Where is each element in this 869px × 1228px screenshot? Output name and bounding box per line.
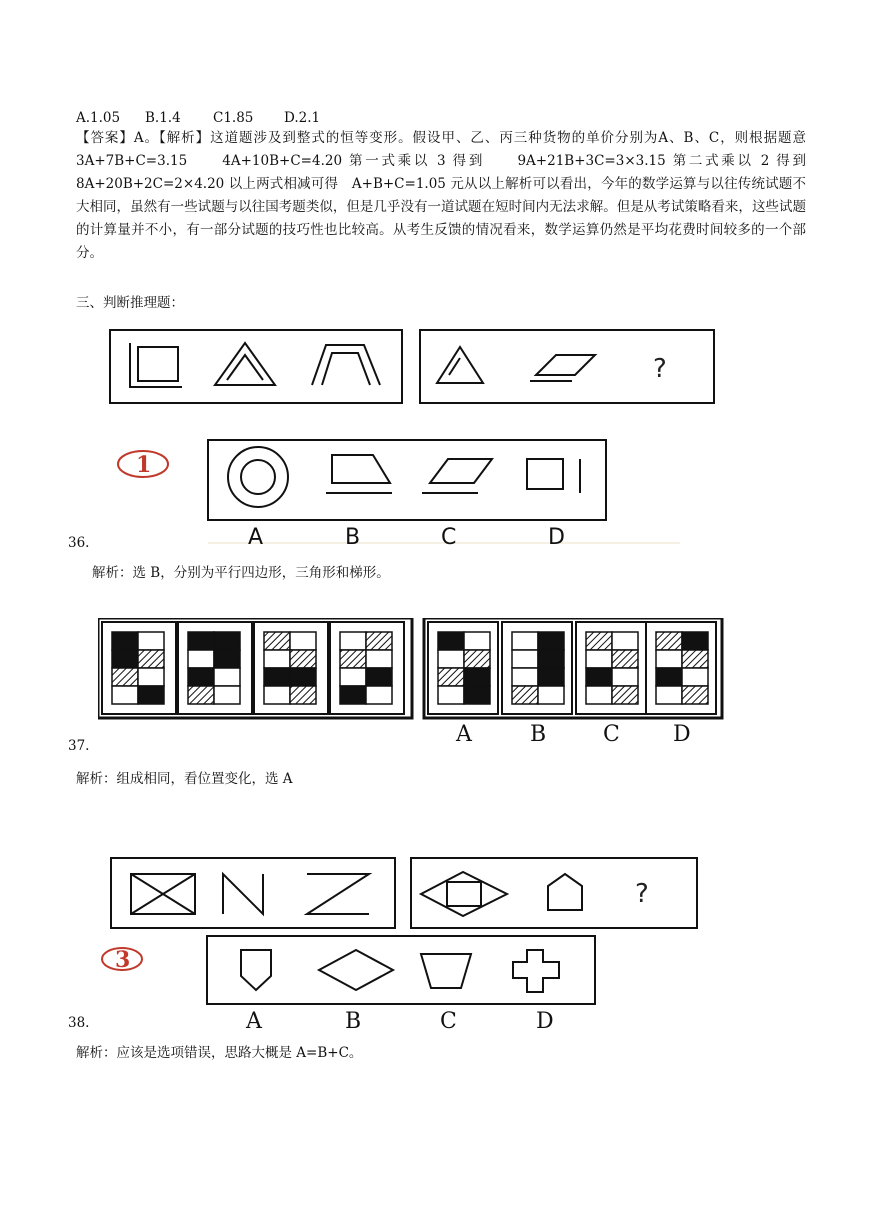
q37-grid-cell	[366, 686, 392, 704]
q37-grid-cell	[464, 632, 490, 650]
q37-grid-cell	[656, 668, 682, 686]
q37-grid-cell	[538, 650, 564, 668]
q37-grids	[98, 618, 722, 718]
q37-grid-cell	[512, 632, 538, 650]
q37-grid-cell	[138, 668, 164, 686]
q38-option-c-shape	[421, 954, 471, 988]
q38-stem-box-left	[111, 858, 395, 928]
q37-grid-cell	[538, 632, 564, 650]
q37-grid-cell	[612, 686, 638, 704]
q37-grid-cell	[586, 668, 612, 686]
q36-stem-box-right	[420, 330, 714, 403]
q37-grid-cell	[586, 650, 612, 668]
q37-grid-cell	[612, 650, 638, 668]
q37-grid-cell	[214, 632, 240, 650]
q37-grid-cell	[464, 668, 490, 686]
q38-option-a-shape	[241, 950, 271, 990]
q37-grid-cell	[112, 668, 138, 686]
q37-grid-cell	[512, 686, 538, 704]
q36-stem-square	[138, 347, 178, 381]
q37-grid-cell	[290, 686, 316, 704]
q37-grid-cell	[464, 650, 490, 668]
q37-option-label-a: A	[456, 722, 472, 747]
q37-grid-cell	[188, 668, 214, 686]
q37-analysis: 解析：组成相同，看位置变化，选 A	[76, 771, 293, 787]
q37-grid-cell	[682, 650, 708, 668]
q36-option-a-shape	[228, 447, 288, 507]
q37-grid-cell	[656, 632, 682, 650]
q36-question-mark: ?	[653, 354, 667, 384]
q37-grid-cell	[656, 686, 682, 704]
q37-grid-cell	[438, 650, 464, 668]
q37-grid-cell	[112, 650, 138, 668]
q37-grid-cell	[340, 686, 366, 704]
q37-grid-cell	[366, 650, 392, 668]
q36-option-label-d: D	[548, 525, 565, 550]
q37-grid-cell	[188, 650, 214, 668]
q37-grid-cell	[612, 668, 638, 686]
q37-grid-cell	[188, 632, 214, 650]
q36-analysis: 解析：选 B，分别为平行四边形，三角形和梯形。	[92, 565, 390, 581]
q38-stem-z-shape	[307, 874, 369, 914]
q36-option-d-shape	[527, 459, 563, 489]
q36-number: 36.	[68, 535, 90, 551]
q37-grid-cell	[512, 668, 538, 686]
q36-options-box	[208, 440, 606, 520]
options-b: B.1.4	[145, 110, 181, 126]
q37-grid-cell	[290, 668, 316, 686]
q37-grid-cell	[612, 632, 638, 650]
q36-option-label-a: A	[248, 525, 264, 550]
q37-option-label-b: B	[530, 722, 547, 747]
q37-grid-cell	[438, 686, 464, 704]
q37-grid-cell	[264, 668, 290, 686]
q36-circle-number: 1	[136, 452, 152, 478]
q38-options-box	[207, 936, 595, 1004]
q37-grid-cell	[264, 650, 290, 668]
q37-grid-cell	[214, 668, 240, 686]
q37-figure	[98, 618, 728, 750]
q37-grid-cell	[586, 686, 612, 704]
q36-option-label-b: B	[345, 525, 361, 550]
q37-grid-cell	[112, 686, 138, 704]
q36-stem-box-left	[110, 330, 402, 403]
q36-stem-trapezoid	[312, 345, 380, 385]
q37-grid-cell	[340, 668, 366, 686]
q36-figure	[90, 325, 730, 550]
q37-grid-cell	[438, 668, 464, 686]
q38-question-mark: ?	[635, 879, 649, 909]
q37-grid-cell	[138, 632, 164, 650]
q37-number: 37.	[68, 738, 90, 754]
q37-grid-cell	[682, 686, 708, 704]
q37-grid-cell	[586, 632, 612, 650]
q38-stem-pentagon	[548, 874, 582, 910]
q36-option-b-shape	[332, 455, 390, 483]
q37-grid-cell	[682, 668, 708, 686]
q37-grid-cell	[512, 650, 538, 668]
q38-option-label-b: B	[345, 1009, 362, 1032]
options-d: D.2.1	[284, 110, 321, 126]
q37-grid-cell	[656, 650, 682, 668]
q37-grid-cell	[438, 632, 464, 650]
section-title: 三、判断推理题：	[76, 295, 184, 311]
q38-stem-box-right	[411, 858, 697, 928]
answer-paragraph: 【答案】A。【解析】这道题涉及到整式的恒等变形。假设甲、乙、丙三种货物的单价分别为A、B、C，则根据题意 3A+7B+C=3.15 4A+10B+C=4.20 第一式乘以 3 得到 9A+21B+3C=3×3.15 第二式乘以 2 得到 8A+20B+2C=2×4.20 以上两式相减可得 A+B+C=1.05 元从以上解析可以看出，今年的数学运算与以往传统试题不大相同，虽然有一些试题与以往国考题类似，但是几乎没有一道试题在短时间内无法求解。但是从考试策略看来，这些试题的计算量并不小，有一部分试题的技巧性也比较高。从考生反馈的情况看来，数学运算仍然是平均花费时间较多的一个部分。	[76, 130, 806, 261]
q38-stem-diamond-square	[421, 872, 507, 916]
options-a: A.1.05	[76, 110, 121, 126]
q38-option-d-shape	[513, 950, 559, 992]
q37-grid-cell	[264, 686, 290, 704]
q36-stem-parallelogram	[536, 355, 595, 375]
q37-grid-cell	[366, 632, 392, 650]
q37-grid-cell	[290, 650, 316, 668]
q37-option-label-c: C	[603, 722, 620, 747]
q37-grid-cell	[366, 668, 392, 686]
q36-option-label-c: C	[441, 525, 457, 550]
q36-stem-triangle-2	[437, 347, 483, 383]
q36-stem-triangle	[215, 343, 275, 385]
q37-grid-cell	[188, 686, 214, 704]
q37-option-label-d: D	[673, 722, 691, 747]
q38-analysis: 解析：应该是选项错误，思路大概是 A=B+C。	[76, 1045, 363, 1061]
q38-option-b-shape	[319, 950, 393, 990]
q37-grid-cell	[538, 668, 564, 686]
q37-grid-cell	[138, 686, 164, 704]
q38-stem-n-shape	[223, 874, 263, 914]
q37-grid-cell	[464, 686, 490, 704]
q37-grid-cell	[538, 686, 564, 704]
q37-grid-cell	[112, 632, 138, 650]
q38-option-label-a: A	[246, 1009, 262, 1032]
q37-grid-cell	[214, 686, 240, 704]
q37-grid-cell	[214, 650, 240, 668]
q38-option-label-c: C	[440, 1009, 457, 1032]
q37-grid-cell	[340, 632, 366, 650]
q37-grid-cell	[138, 650, 164, 668]
q37-grid-cell	[290, 632, 316, 650]
q37-grid-cell	[340, 650, 366, 668]
q38-circle-number: 3	[115, 947, 131, 973]
q38-option-label-d: D	[536, 1009, 554, 1032]
q38-number: 38.	[68, 1015, 90, 1031]
options-c: C1.85	[213, 110, 254, 126]
q37-grid-cell	[264, 632, 290, 650]
q38-figure	[95, 852, 715, 1032]
q37-grid-cell	[682, 632, 708, 650]
q36-option-c-shape	[430, 459, 492, 483]
